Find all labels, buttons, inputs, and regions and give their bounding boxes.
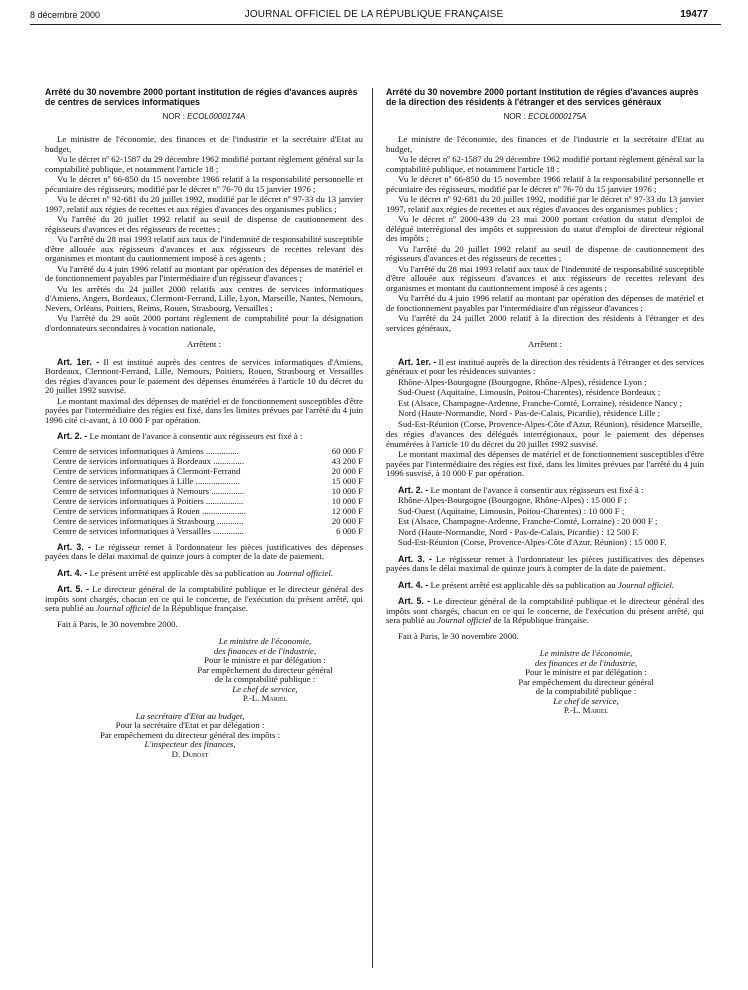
page-number: 19477 bbox=[680, 9, 708, 20]
right-decree-title: Arrêté du 30 novembre 2000 portant institution de régies d'avances auprès de la direction des résidents à l'étranger et des services généraux bbox=[386, 87, 699, 107]
right-preamble-7: Vu l'arrêté du 4 juin 1996 relatif au montant par opération des dépenses de matériel et de fonctionnement payables par l'intermédiaire d'un régisseur d'avances ; bbox=[386, 293, 704, 313]
right-preamble-2: Vu le décret nº 66-850 du 15 novembre 1966 relatif à la responsabilité personnelle et pécuniaire des régisseurs, modifié par le décret nº 76-70 du 15 janvier 1976 ; bbox=[386, 174, 704, 194]
left-preamble-2: Vu le décret nº 66-850 du 15 novembre 1966 relatif à la responsabilité personnelle et pécuniaire des régisseurs, modifié par le décret nº 76-70 du 15 janvier 1976 ; bbox=[45, 174, 363, 194]
right-art5: Art. 5. - Le directeur général de la comptabilité publique et le directeur général des impôts sont chargés, chacun en ce qui le concerne, de l'exécution du présent arrêté, qui sera publié au Journal officiel de la République française. bbox=[386, 596, 704, 625]
right-nor: NOR : ECOL0000175A bbox=[503, 112, 587, 121]
left-art1: Art. 1er. - Il est institué auprès des centres de services informatiques d'Amiens, Bordeaux, Clermont-Ferrand, Lille, Nemours, Poitiers, Rouen, Strasbourg et Versailles des régies d'avances pour le paiement des dépenses énumérées à l'article 10 du décret du 20 juillet 1992 susvisé. bbox=[45, 356, 363, 395]
right-preamble-8: Vu l'arrêté du 24 juillet 2000 relatif à la direction des résidents à l'étranger et des services généraux, bbox=[386, 313, 704, 333]
signatory-name: P.-L. Mariel bbox=[563, 705, 609, 715]
right-nor-code: ECOL0000175A bbox=[528, 112, 587, 121]
left-art3: Art. 3. - Le régisseur remet à l'ordonnateur les pièces justificatives des dépenses payées dans le délai maximal de quinze jours à compter de la date de paiement. bbox=[45, 541, 364, 561]
column-divider bbox=[372, 88, 373, 968]
right-avance-1: Sud-Ouest (Aquitaine, Limousin, Poitou-Charentes) : 10 000 F ; bbox=[398, 505, 625, 516]
left-decree-title: Arrêté du 30 novembre 2000 portant institution de régies d'avances auprès de centres de services informatiques bbox=[45, 87, 358, 107]
table-row: Centre de services informatiques à Versailles .............. 6 000 F bbox=[53, 525, 363, 536]
left-art1-p2: Le montant maximal des dépenses de matériel et de fonctionnement susceptibles d'être payées par l'intermédiaire des régies est fixé, dans les limites prévues par l'arrêté du 4 juin 1996 cité ci-avant, à 10 000 F par opération. bbox=[45, 395, 363, 425]
left-art2: Art. 2. - Le montant de l'avance à consentir aux régisseurs est fixé à : bbox=[57, 431, 303, 441]
left-nor-code: ECOL0000174A bbox=[187, 112, 246, 121]
journal-title: JOURNAL OFFICIEL DE LA RÉPUBLIQUE FRANÇAISE bbox=[244, 9, 504, 20]
left-preamble-4: Vu l'arrêté du 20 juillet 1992 relatif au seuil de dispense de cautionnement des régisseurs d'avances et des régisseurs de recettes ; bbox=[45, 214, 363, 234]
right-residence-2: Est (Alsace, Champagne-Ardenne, Franche-Comté, Lorraine), résidence Nancy ; bbox=[398, 397, 683, 408]
table-row: Centre de services informatiques à Lille .................... 15 000 F bbox=[53, 475, 363, 486]
right-art1: Art. 1er. - Il est institué auprès de la direction des résidents à l'étranger et des services généraux et pour les résidences suivantes : bbox=[386, 356, 704, 376]
left-preamble-8: Vu l'arrêté du 29 août 2000 portant règlement de comptabilité pour la désignation d'ordonnateurs secondaires à vocation nationale, bbox=[45, 313, 363, 333]
right-residence-0: Rhône-Alpes-Bourgogne (Bourgogne, Rhône-Alpes), résidence Lyon ; bbox=[398, 376, 647, 387]
right-residence-4: Sud-Est-Réunion (Corse, Provence-Alpes-Côte d'Azur, Réunion), résidence Marseille, bbox=[398, 418, 703, 429]
signatory-name: D. Dubost bbox=[171, 748, 209, 759]
left-column bbox=[45, 88, 363, 759]
right-fait: Fait à Paris, le 30 novembre 2000. bbox=[398, 630, 519, 641]
right-preamble-4: Vu le décret nº 2000-439 du 23 mai 2000 portant création du statut d'emploi de délégué interrégional des impôts et suppression du statut d'emploi de directeur régional des impôts ; bbox=[386, 214, 704, 243]
right-avance-3: Nord (Haute-Normandie, Nord - Pas-de-Calais, Picardie) : 12 500 F. bbox=[398, 526, 639, 537]
left-preamble-7: Vu les arrêtés du 24 juillet 2000 relatifs aux centres de services informatiques d'Amiens, Angers, Bordeaux, Clermont-Ferrand, Lille, Lyon, Marseille, Nantes, Nemours, Nevers, Orléans, Poitiers, Reims, Rouen, Strasbourg, Versailles ; bbox=[45, 283, 363, 313]
left-preamble-0: Le ministre de l'économie, des finances et de l'industrie et la secrétaire d'Etat au budget, bbox=[45, 134, 363, 154]
left-preamble-3: Vu le décret nº 92-681 du 20 juillet 1992, modifié par le décret nº 97-33 du 13 janvier 1997, relatif aux régies de recettes et aux régies d'avances des organismes publics ; bbox=[45, 194, 363, 214]
left-fait: Fait à Paris, le 30 novembre 2000. bbox=[57, 618, 178, 629]
right-art1-tail: des régies d'avances des délégués interrégionaux, pour le paiement des dépenses énumérées à l'article 10 du décret du 20 juillet 1992 susvisé. bbox=[386, 429, 704, 449]
right-column bbox=[386, 88, 704, 716]
right-preamble-0: Le ministre de l'économie, des finances et de l'industrie et la secrétaire d'Etat au budget, bbox=[386, 134, 704, 154]
left-art4: Art. 4. - Le présent arrêté est applicable dès sa publication au Journal officiel. bbox=[57, 567, 334, 578]
right-signature-ministre: Le ministre de l'économie, des finances et de l'industrie, Pour le ministre et par délégation : Par empêchement du directeur général de la comptabilité publique : Le chef de service, P.-L. Mariel bbox=[476, 649, 696, 716]
left-nor: NOR : ECOL0000174A bbox=[162, 112, 246, 121]
header-date: 8 décembre 2000 bbox=[30, 10, 101, 20]
table-row: Centre de services informatiques à Clermont-Ferrand 20 000 F bbox=[53, 465, 363, 476]
left-art5: Art. 5. - Le directeur général de la comptabilité publique et le directeur général des impôts sont chargés, chacun en ce qui le concerne, de l'exécution du présent arrêté, qui sera publié au Journal officiel de la République française. bbox=[45, 584, 363, 613]
left-signature-ministre: Le ministre de l'économie, des finances et de l'industrie, Pour le ministre et par délégation : Par empêchement du directeur général de la comptabilité publique : Le chef de service, P.-L. Mariel bbox=[165, 637, 365, 704]
left-preamble-5: Vu l'arrêté du 28 mai 1993 relatif aux taux de l'indemnité de responsabilité susceptible d'être allouée aux régisseurs d'avances et aux régisseurs de recettes relevant des organismes et montant du cautionnement imposé à ces agents ; bbox=[45, 234, 363, 263]
table-row: Centre de services informatiques à Rouen .................... 12 000 F bbox=[53, 505, 363, 516]
right-art1-p2: Le montant maximal des dépenses de matériel et de fonctionnement susceptibles d'être payées par l'intermédiaire des régies est fixé, dans les limites prévues par l'arrêté du 4 juin 1996 susvisé, à 10 000 F par opération. bbox=[386, 449, 704, 478]
left-arretent: Arrêtent : bbox=[187, 339, 221, 349]
left-preamble-6: Vu l'arrêté du 4 juin 1996 relatif au montant par opération des dépenses de matériel et de fonctionnement payables par l'intermédiaire d'un régisseur d'avances ; bbox=[45, 263, 363, 283]
right-residence-3: Nord (Haute-Normandie, Nord - Pas-de-Calais, Picardie), résidence Lille ; bbox=[398, 408, 661, 418]
right-art4: Art. 4. - Le présent arrêté est applicable dès sa publication au Journal officiel. bbox=[398, 579, 675, 590]
right-preamble-1: Vu le décret nº 62-1587 du 29 décembre 1962 modifié portant règlement général sur la comptabilité publique, et notamment l'article 18 ; bbox=[386, 154, 704, 174]
page-header bbox=[0, 0, 748, 24]
table-row: Centre de services informatiques à Nemours ............... 10 000 F bbox=[53, 485, 363, 496]
right-avance-0: Rhône-Alpes-Bourgogne (Bourgogne, Rhône-Alpes) : 15 000 F ; bbox=[398, 495, 627, 505]
header-rule bbox=[30, 24, 721, 25]
right-avance-2: Est (Alsace, Champagne-Ardenne, Franche-Comté, Lorraine) : 20 000 F ; bbox=[398, 516, 658, 526]
right-art2: Art. 2. - Le montant de l'avance à consentir aux régisseurs est fixé à : bbox=[398, 484, 644, 495]
table-row: Centre de services informatiques à Strasbourg ............ 20 000 F bbox=[53, 515, 363, 526]
left-centres-table bbox=[45, 446, 363, 536]
right-preamble-3: Vu le décret nº 92-681 du 20 juillet 1992, modifié par le décret nº 97-33 du 13 janvier 1997, relatif aux régies de recettes et aux régies d'avances des organismes publics ; bbox=[386, 194, 704, 214]
table-row: Centre de services informatiques à Poitiers ................. 10 000 F bbox=[53, 495, 363, 506]
right-residence-1: Sud-Ouest (Aquitaine, Limousin, Poitou-Charentes), résidence Bordeaux ; bbox=[398, 387, 661, 397]
table-row: Centre de services informatiques à Bordeaux .............. 43 200 F bbox=[53, 455, 363, 466]
right-preamble-5: Vu l'arrêté du 20 juillet 1992 relatif au seuil de dispense de cautionnement des régisseurs d'avances et des régisseurs de recettes ; bbox=[386, 243, 704, 263]
left-preamble-1: Vu le décret nº 62-1587 du 29 décembre 1962 modifié portant règlement général sur la comptabilité publique, et notamment l'article 18 ; bbox=[45, 154, 363, 174]
left-signature-secretaire: La secrétaire d'Etat au budget, Pour la secrétaire d'Etat et par délégation : Par empêchement du directeur général des impôts : L'inspecteur des finances, D. Dubost bbox=[55, 712, 325, 760]
right-art3: Art. 3. - Le régisseur remet à l'ordonnateur les pièces justificatives des dépenses payées dans le délai maximal de quinze jours à compter de la date de paiement. bbox=[386, 553, 705, 573]
signatory-name: P.-L. Mariel bbox=[242, 693, 288, 703]
right-arretent: Arrêtent : bbox=[528, 339, 562, 349]
right-preamble-6: Vu l'arrêté du 28 mai 1993 relatif aux taux de l'indemnité de responsabilité susceptible d'être allouée aux régisseurs d'avances et aux régisseurs de recettes relevant des organismes et montant du cautionnement imposé à ces agents ; bbox=[386, 263, 704, 293]
right-avance-4: Sud-Est-Réunion (Corse, Provence-Alpes-Côte d'Azur, Réunion) : 15 000 F. bbox=[398, 537, 667, 547]
table-row: Centre de services informatiques à Amiens ............... 60 000 F bbox=[53, 445, 363, 456]
